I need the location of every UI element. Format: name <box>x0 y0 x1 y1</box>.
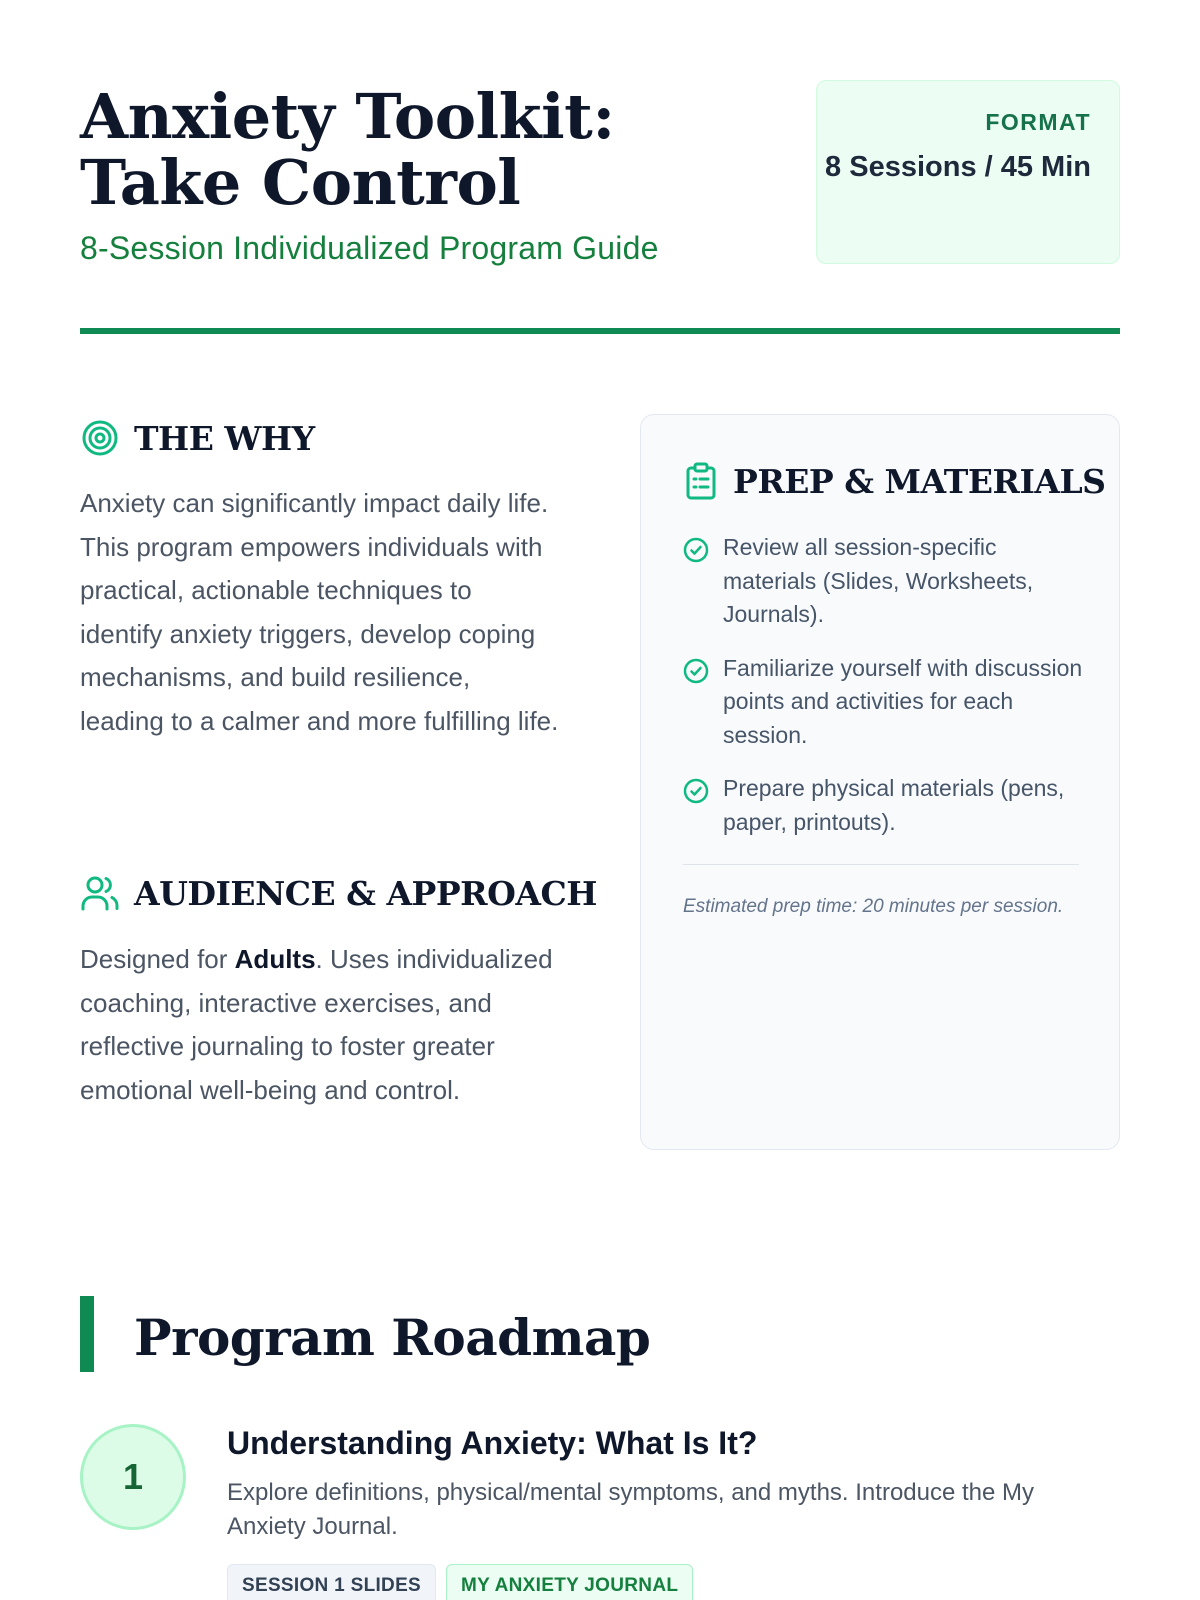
prep-item <box>683 772 1083 839</box>
prep-note: Estimated prep time: 20 minutes per session. <box>683 896 1064 917</box>
check-circle-icon <box>683 658 709 684</box>
check-circle-icon <box>683 778 709 804</box>
page-title: Anxiety Toolkit: Take Control <box>80 80 615 219</box>
session-number-badge: 1 <box>80 1424 186 1530</box>
audience-heading-row <box>80 873 597 913</box>
roadmap-accent-bar <box>80 1296 94 1372</box>
format-label: FORMAT <box>985 109 1091 135</box>
why-body: Anxiety can significantly impact daily life. This program empowers individuals with practical, actionable techniques to identify anxiety triggers, develop coping mechanisms, and build resilience, leading to a calmer and more fulfilling life. <box>80 488 559 736</box>
prep-divider <box>683 864 1079 865</box>
prep-item-text: Review all session-specific materials (Slides, Worksheets, Journals). <box>723 534 1034 627</box>
roadmap-title: Program Roadmap <box>134 1308 651 1367</box>
format-value: 8 Sessions / 45 Min <box>825 151 1091 183</box>
prep-heading-row <box>683 461 1106 501</box>
audience-heading: AUDIENCE & APPROACH <box>134 873 597 913</box>
prep-item-text: Familiarize yourself with discussion points and activities for each session. <box>723 654 1083 748</box>
session-title: Understanding Anxiety: What Is It? <box>227 1425 758 1461</box>
audience-body-suffix: . Uses individualized coaching, interactive exercises, and reflective journaling to foster greater emotional well-being and control. <box>80 944 553 1105</box>
audience-body-bold: Adults <box>234 944 316 974</box>
header-divider <box>80 328 1120 334</box>
audience-body-prefix: Designed for <box>80 944 235 974</box>
page-header <box>80 80 1120 336</box>
why-heading-row <box>80 418 315 458</box>
format-card <box>816 80 1120 264</box>
session-description: Explore definitions, physical/mental symptoms, and myths. Introduce the My Anxiety Journal. <box>227 1479 1035 1540</box>
page-subtitle: 8-Session Individualized Program Guide <box>80 230 659 266</box>
prep-card <box>640 414 1120 1150</box>
audience-body <box>80 938 560 1112</box>
prep-item <box>683 531 1083 632</box>
check-circle-icon <box>683 537 709 563</box>
session-tag-journal: MY ANXIETY JOURNAL <box>446 1564 693 1600</box>
session-tag-slides: SESSION 1 SLIDES <box>227 1564 436 1600</box>
target-icon <box>80 418 120 458</box>
why-heading: THE WHY <box>134 418 315 458</box>
prep-list <box>683 531 1083 859</box>
users-icon <box>80 873 120 913</box>
prep-heading: PREP & MATERIALS <box>733 461 1106 501</box>
prep-item-text: Prepare physical materials (pens, paper, printouts). <box>723 775 1065 835</box>
clipboard-icon <box>683 461 719 501</box>
prep-item <box>683 652 1083 753</box>
